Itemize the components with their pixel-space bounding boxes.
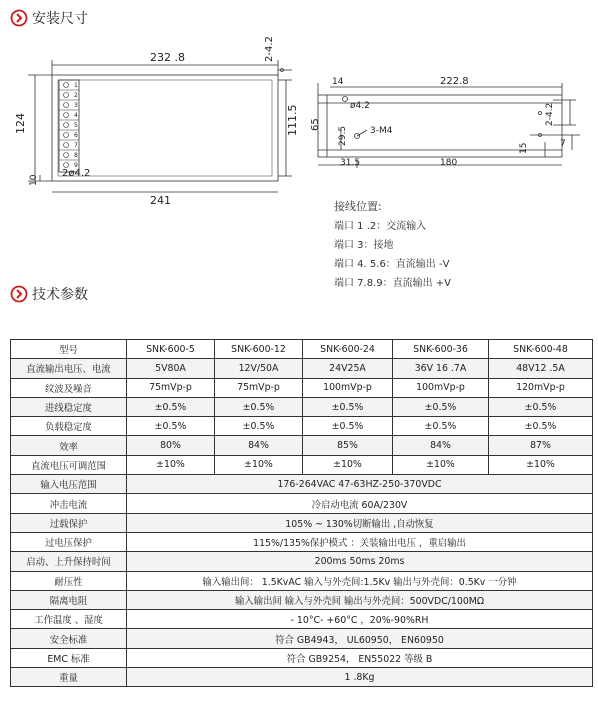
- header-model-cell: SNK-600-5: [127, 340, 215, 359]
- table-row: [11, 417, 593, 436]
- section-tech-label: 技术参数: [32, 287, 88, 303]
- port-line: 端口 7.8.9：直流输出 +V: [334, 278, 452, 289]
- dim-height-inner: 111.5: [286, 104, 299, 136]
- dim-width-top: 232 .8: [150, 51, 185, 64]
- dim-hole: 2ø4.2: [62, 168, 91, 179]
- value-cell: 120mVp-p: [489, 378, 593, 397]
- terminal-number: 2: [74, 92, 78, 99]
- merged-value-cell: 200ms 50ms 20ms: [127, 552, 593, 571]
- value-cell: 75mVp-p: [215, 378, 303, 397]
- dim-height-left: 124: [14, 113, 27, 134]
- table-row: [11, 590, 593, 609]
- merged-value-cell: 符合 GB4943， UL60950， EN60950: [127, 629, 593, 648]
- row-label-cell: 工作温度 、湿度: [11, 610, 127, 629]
- dim-bottom-offset: 10: [29, 174, 39, 186]
- header-model-cell: SNK-600-12: [215, 340, 303, 359]
- merged-value-cell: 符合 GB9254， EN55022 等级 B: [127, 648, 593, 667]
- value-cell: ±0.5%: [215, 417, 303, 436]
- value-cell: 85%: [303, 436, 393, 455]
- dim-corner: 2-4.2: [264, 36, 275, 62]
- side-dim-height: 65: [310, 118, 321, 131]
- terminal-number: 3: [74, 102, 78, 109]
- table-row: [11, 340, 593, 359]
- merged-value-cell: 冷启动电流 60A/230V: [127, 494, 593, 513]
- terminal-number: 7: [74, 142, 78, 149]
- front-view-terminal-numbers: [74, 82, 78, 169]
- row-label-cell: 重量: [11, 668, 127, 687]
- value-cell: 84%: [393, 436, 489, 455]
- install-dimension-drawing: [0, 0, 598, 280]
- terminal-number: 5: [74, 122, 78, 129]
- table-row: [11, 610, 593, 629]
- header-model-cell: SNK-600-24: [303, 340, 393, 359]
- table-row: [11, 552, 593, 571]
- terminal-number: 8: [74, 152, 78, 159]
- side-dim-right-7: 7: [560, 139, 566, 149]
- table-row: [11, 513, 593, 532]
- row-label-cell: 安全标准: [11, 629, 127, 648]
- row-label-cell: 负载稳定度: [11, 417, 127, 436]
- value-cell: ±10%: [393, 455, 489, 474]
- port-line: 端口 4. 5.6：直流输出 -V: [334, 259, 450, 270]
- side-dim-length: 222.8: [440, 76, 469, 87]
- merged-value-cell: - 10°C- +60°C ，20%-90%RH: [127, 610, 593, 629]
- table-row: [11, 378, 593, 397]
- side-dim-bottom-span: 180: [440, 158, 458, 168]
- table-row: [11, 494, 593, 513]
- table-row: [11, 668, 593, 687]
- row-label-cell: 过载保护: [11, 513, 127, 532]
- value-cell: ±0.5%: [127, 397, 215, 416]
- header-model-cell: SNK-600-48: [489, 340, 593, 359]
- value-cell: ±0.5%: [215, 397, 303, 416]
- terminal-number: 4: [74, 112, 78, 119]
- value-cell: 100mVp-p: [393, 378, 489, 397]
- table-row: [11, 532, 593, 551]
- side-dim-right-15: 15: [519, 142, 529, 154]
- merged-value-cell: 输入输出间 输入与外壳间 输出与外壳间：500VDC/100MΩ: [127, 590, 593, 609]
- port-list-title: 接线位置:: [334, 200, 382, 213]
- terminal-number: 9: [74, 162, 78, 169]
- value-cell: 87%: [489, 436, 593, 455]
- port-line: 端口 3：接地: [334, 240, 394, 251]
- merged-value-cell: 1 .8Kg: [127, 668, 593, 687]
- row-label-cell: 过电压保护: [11, 532, 127, 551]
- value-cell: 24V25A: [303, 359, 393, 378]
- row-label-cell: 输入电压范围: [11, 475, 127, 494]
- row-label-cell: 隔离电阻: [11, 590, 127, 609]
- row-label-cell: EMC 标准: [11, 648, 127, 667]
- side-dim-hole: ø4.2: [350, 101, 370, 111]
- row-label-cell: 耐压性: [11, 571, 127, 590]
- side-view-drawing: [318, 83, 580, 168]
- spec-table: [10, 339, 593, 687]
- section-tech-title: [10, 284, 88, 304]
- value-cell: ±0.5%: [393, 397, 489, 416]
- row-label-cell: 纹波及噪音: [11, 378, 127, 397]
- value-cell: ±10%: [303, 455, 393, 474]
- port-list: [334, 197, 451, 293]
- table-row: [11, 359, 593, 378]
- row-label-cell: 进线稳定度: [11, 397, 127, 416]
- value-cell: 100mVp-p: [303, 378, 393, 397]
- value-cell: ±10%: [215, 455, 303, 474]
- value-cell: ±0.5%: [393, 417, 489, 436]
- row-label-cell: 效率: [11, 436, 127, 455]
- value-cell: ±0.5%: [303, 397, 393, 416]
- table-row: [11, 436, 593, 455]
- value-cell: 5V80A: [127, 359, 215, 378]
- value-cell: 80%: [127, 436, 215, 455]
- table-row: [11, 571, 593, 590]
- table-row: [11, 475, 593, 494]
- merged-value-cell: 105% ~ 130%切断输出 ,自动恢复: [127, 513, 593, 532]
- value-cell: ±0.5%: [127, 417, 215, 436]
- value-cell: ±10%: [127, 455, 215, 474]
- row-label-cell: 启动、上升保持时间: [11, 552, 127, 571]
- table-row: [11, 648, 593, 667]
- header-label-cell: 型号: [11, 340, 127, 359]
- value-cell: ±0.5%: [489, 397, 593, 416]
- table-row: [11, 455, 593, 474]
- terminal-number: 6: [74, 132, 78, 139]
- merged-value-cell: 输入输出间： 1.5KvAC 输入与外壳间:1.5Kv 输出与外壳间：0.5Kv 一分钟: [127, 571, 593, 590]
- value-cell: ±0.5%: [303, 417, 393, 436]
- row-label-cell: 冲击电流: [11, 494, 127, 513]
- value-cell: 12V/50A: [215, 359, 303, 378]
- header-model-cell: SNK-600-36: [393, 340, 489, 359]
- side-dim-left-offset: 14: [332, 77, 344, 87]
- row-label-cell: 直流输出电压、电流: [11, 359, 127, 378]
- dim-width-bottom: 241: [150, 194, 171, 207]
- chevron-circle-icon: [10, 285, 28, 303]
- value-cell: 84%: [215, 436, 303, 455]
- value-cell: ±10%: [489, 455, 593, 474]
- port-line: 端口 1 .2：交流输入: [334, 221, 427, 232]
- table-row: [11, 397, 593, 416]
- section-install-label: 安装尺寸: [32, 11, 88, 27]
- side-dim-screw-height: 29.5: [338, 125, 348, 146]
- side-dim-corner: 2-4.2: [545, 102, 555, 126]
- merged-value-cell: 176-264VAC 47-63HZ-250-370VDC: [127, 475, 593, 494]
- side-dim-bottom-left: 31.5: [340, 158, 361, 168]
- merged-value-cell: 115%/135%保护模式 ：关装输出电压 ，重启输出: [127, 532, 593, 551]
- value-cell: 48V12 .5A: [489, 359, 593, 378]
- terminal-number: 1: [74, 82, 78, 89]
- row-label-cell: 直流电压可调范围: [11, 455, 127, 474]
- value-cell: ±0.5%: [489, 417, 593, 436]
- value-cell: 36V 16 .7A: [393, 359, 489, 378]
- table-row: [11, 629, 593, 648]
- value-cell: 75mVp-p: [127, 378, 215, 397]
- side-dim-screw: 3-M4: [370, 126, 393, 136]
